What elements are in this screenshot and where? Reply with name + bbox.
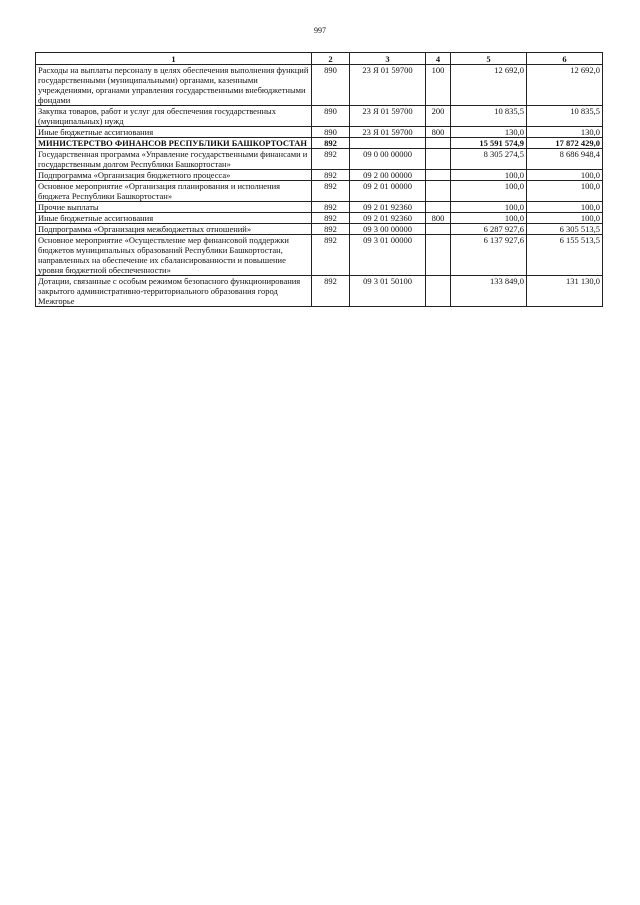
row-target-code: 23 Я 01 59700 xyxy=(350,106,426,127)
table-row xyxy=(36,181,603,202)
row-type-code xyxy=(426,170,451,181)
row-name: Подпрограмма «Организация бюджетного процесса» xyxy=(36,170,312,181)
table-row xyxy=(36,65,603,106)
column-header: 2 xyxy=(312,53,350,65)
row-amount-2: 100,0 xyxy=(527,181,603,202)
table-row xyxy=(36,224,603,235)
row-ministry-code: 892 xyxy=(312,213,350,224)
row-amount-2: 8 686 948,4 xyxy=(527,149,603,170)
row-amount-2: 100,0 xyxy=(527,170,603,181)
row-amount-1: 133 849,0 xyxy=(451,276,527,307)
row-target-code: 23 Я 01 59700 xyxy=(350,65,426,106)
row-ministry-code: 892 xyxy=(312,149,350,170)
row-amount-2: 12 692,0 xyxy=(527,65,603,106)
row-amount-2: 6 305 513,5 xyxy=(527,224,603,235)
row-amount-1: 6 287 927,6 xyxy=(451,224,527,235)
row-ministry-code: 890 xyxy=(312,127,350,138)
page-number: 997 xyxy=(314,26,326,35)
row-type-code xyxy=(426,235,451,276)
row-target-code: 09 2 01 92360 xyxy=(350,213,426,224)
row-name: Подпрограмма «Организация межбюджетных отношений» xyxy=(36,224,312,235)
row-ministry-code: 892 xyxy=(312,202,350,213)
row-amount-1: 12 692,0 xyxy=(451,65,527,106)
row-amount-1: 130,0 xyxy=(451,127,527,138)
row-type-code xyxy=(426,224,451,235)
row-name: Иные бюджетные ассигнования xyxy=(36,127,312,138)
row-target-code: 09 3 00 00000 xyxy=(350,224,426,235)
row-amount-1: 100,0 xyxy=(451,181,527,202)
row-type-code xyxy=(426,149,451,170)
row-amount-1: 15 591 574,9 xyxy=(451,138,527,149)
row-type-code xyxy=(426,202,451,213)
row-target-code: 09 3 01 50100 xyxy=(350,276,426,307)
row-amount-2: 100,0 xyxy=(527,202,603,213)
row-type-code: 800 xyxy=(426,213,451,224)
table-row xyxy=(36,138,603,149)
row-amount-1: 8 305 274,5 xyxy=(451,149,527,170)
table-row xyxy=(36,127,603,138)
row-target-code: 09 2 00 00000 xyxy=(350,170,426,181)
row-type-code: 200 xyxy=(426,106,451,127)
table-row xyxy=(36,202,603,213)
row-target-code: 09 3 01 00000 xyxy=(350,235,426,276)
column-header: 3 xyxy=(350,53,426,65)
table-row xyxy=(36,106,603,127)
row-ministry-code: 890 xyxy=(312,65,350,106)
row-type-code: 100 xyxy=(426,65,451,106)
row-ministry-code: 892 xyxy=(312,235,350,276)
row-target-code: 23 Я 01 59700 xyxy=(350,127,426,138)
row-amount-2: 130,0 xyxy=(527,127,603,138)
row-target-code: 09 2 01 92360 xyxy=(350,202,426,213)
row-amount-1: 6 137 927,6 xyxy=(451,235,527,276)
table-row xyxy=(36,149,603,170)
row-type-code xyxy=(426,276,451,307)
row-name: Основное мероприятие «Осуществление мер финансовой поддержки бюджетов муниципальных образований Республики Башкортостан, направленных на обеспечение их сбалансированности и повышение уровня бюджетной обеспеченности» xyxy=(36,235,312,276)
row-target-code xyxy=(350,138,426,149)
row-name: Основное мероприятие «Организация планирования и исполнения бюджета Республики Башкортостан» xyxy=(36,181,312,202)
budget-table xyxy=(35,52,603,307)
column-header: 4 xyxy=(426,53,451,65)
row-type-code xyxy=(426,181,451,202)
row-target-code: 09 0 00 00000 xyxy=(350,149,426,170)
row-ministry-code: 892 xyxy=(312,138,350,149)
row-type-code: 800 xyxy=(426,127,451,138)
row-amount-1: 100,0 xyxy=(451,213,527,224)
table-row xyxy=(36,235,603,276)
row-ministry-code: 892 xyxy=(312,181,350,202)
column-header: 1 xyxy=(36,53,312,65)
column-header: 6 xyxy=(527,53,603,65)
table-header-row xyxy=(36,53,603,65)
row-type-code xyxy=(426,138,451,149)
row-amount-2: 131 130,0 xyxy=(527,276,603,307)
table-row xyxy=(36,213,603,224)
table-row xyxy=(36,170,603,181)
row-amount-2: 100,0 xyxy=(527,213,603,224)
row-name: МИНИСТЕРСТВО ФИНАНСОВ РЕСПУБЛИКИ БАШКОРТОСТАН xyxy=(36,138,312,149)
row-amount-2: 6 155 513,5 xyxy=(527,235,603,276)
row-name: Государственная программа «Управление государственными финансами и государственным долгом Республики Башкортостан» xyxy=(36,149,312,170)
row-name: Расходы на выплаты персоналу в целях обеспечения выполнения функций государственными (муниципальными) органами, казенными учреждениями, органами управления государственными внебюджетными фондами xyxy=(36,65,312,106)
row-ministry-code: 892 xyxy=(312,170,350,181)
row-amount-1: 100,0 xyxy=(451,170,527,181)
row-amount-1: 10 835,5 xyxy=(451,106,527,127)
row-name: Закупка товаров, работ и услуг для обеспечения государственных (муниципальных) нужд xyxy=(36,106,312,127)
row-name: Иные бюджетные ассигнования xyxy=(36,213,312,224)
row-amount-2: 17 872 429,0 xyxy=(527,138,603,149)
column-header: 5 xyxy=(451,53,527,65)
row-amount-1: 100,0 xyxy=(451,202,527,213)
row-name: Дотации, связанные с особым режимом безопасного функционирования закрытого административно-территориального образования город Межгорье xyxy=(36,276,312,307)
row-ministry-code: 892 xyxy=(312,276,350,307)
table-row xyxy=(36,276,603,307)
row-amount-2: 10 835,5 xyxy=(527,106,603,127)
row-name: Прочие выплаты xyxy=(36,202,312,213)
row-ministry-code: 892 xyxy=(312,224,350,235)
row-ministry-code: 890 xyxy=(312,106,350,127)
row-target-code: 09 2 01 00000 xyxy=(350,181,426,202)
